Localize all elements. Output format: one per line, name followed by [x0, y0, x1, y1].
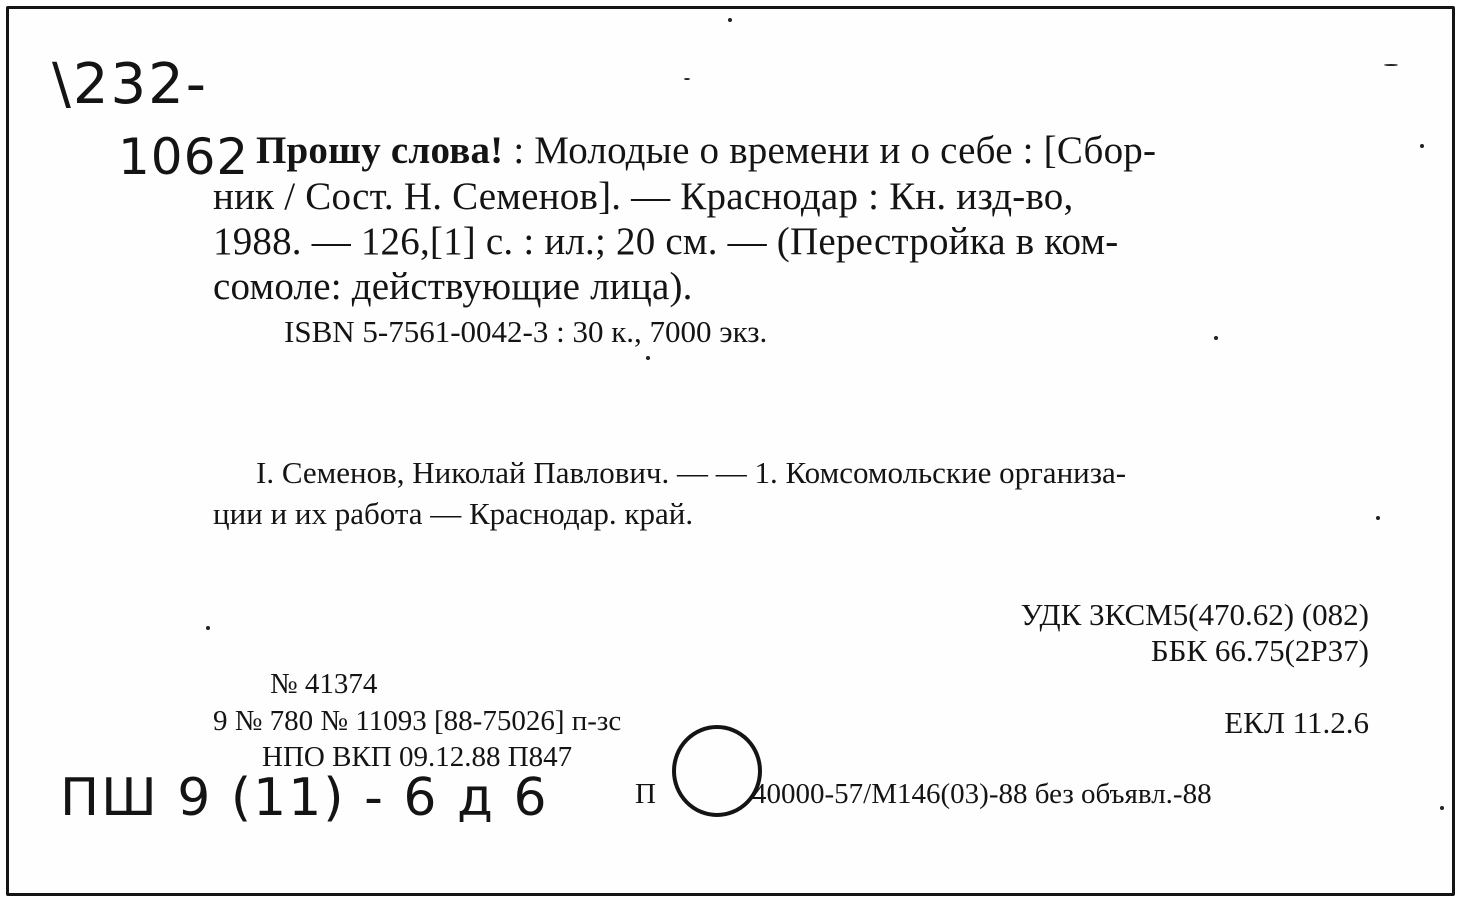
handwritten-code-bottom: 1062 [118, 128, 250, 186]
footer-line-1: 9 № 780 № 11093 [88-75026] п-зс [213, 705, 622, 737]
card-number: № 41374 [270, 668, 378, 700]
handwritten-footer: ПШ 9 (11) - 6 д 6 [60, 768, 549, 828]
hand-drawn-circle [672, 724, 772, 824]
bbk-code: ББК 66.75(2Р37) [1150, 633, 1369, 668]
entry-line-1-rest: : Молодые о времени и о себе : [Сбор- [503, 129, 1157, 172]
footer-line-2: НПО ВКП 09.12.88 П847 [262, 741, 573, 773]
scan-speck [206, 626, 210, 630]
udk-code: УДК 3КСМ5(470.62) (082) [1020, 597, 1369, 632]
isbn-line: ISBN 5-7561-0042-3 : 30 к., 7000 экз. [284, 314, 768, 349]
entry-line-3: 1988. — 126,[1] с. : ил.; 20 см. — (Перестройка в ком- [213, 220, 1119, 263]
subject-line-2: ции и их работа — Краснодар. край. [213, 496, 694, 531]
ekl-code: ЕКЛ 11.2.6 [1224, 705, 1369, 740]
footer-line-3-right: 40000-57/М146(03)-88 без объявл.-88 [752, 778, 1212, 810]
scan-speck [646, 356, 650, 360]
book-title: Прошу слова! [256, 129, 504, 172]
handwritten-code-top: \232- [52, 52, 208, 117]
footer-line-3-left: П [635, 778, 656, 810]
scan-speck [1376, 516, 1380, 520]
scan-speck [1384, 64, 1398, 66]
entry-line-2: ник / Сост. Н. Семенов]. — Краснодар : Кн. изд-во, [213, 175, 1074, 218]
entry-line-4: сомоле: действующие лица). [213, 265, 693, 308]
scan-speck [1214, 336, 1218, 340]
scan-speck [1420, 144, 1424, 148]
scan-speck [728, 18, 732, 22]
entry-line-1 [256, 128, 1156, 173]
scan-speck [1440, 806, 1444, 810]
subject-line-1: I. Семенов, Николай Павлович. — — 1. Комсомольские организа- [256, 455, 1127, 490]
scan-speck [684, 78, 690, 80]
